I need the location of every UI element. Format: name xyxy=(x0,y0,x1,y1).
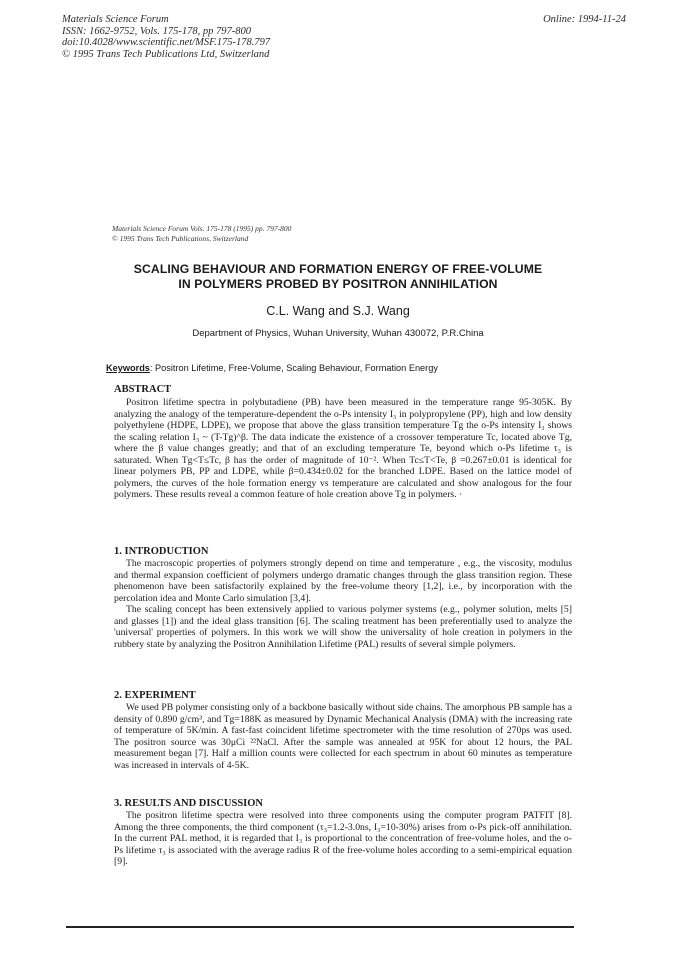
results-p1: The positron lifetime spectra were resolved into three components using the computer program PATFIT [8]. Among the three components, the third component (τ₃=1.2-3.0ns, I₃=10-30%) arises from o-Ps pick-off annihilation. In the current PAL method, it is regarded that I₃ is proportional to the concentration of free-volume holes, and the o-Ps lifetime τ₃ is associated with the average radius R of the free-volume holes according to a semi-empirical equation [9]. xyxy=(114,810,572,868)
issn-line: ISSN: 1662-9752, Vols. 175-178, pp 797-800 xyxy=(62,25,251,37)
journal-name: Materials Science Forum xyxy=(62,14,169,25)
copyright-line: © 1995 Trans Tech Publications Ltd, Switzerland xyxy=(62,48,270,60)
abstract-heading: ABSTRACT xyxy=(114,384,172,395)
abstract-section xyxy=(114,384,572,501)
journal-info xyxy=(62,14,382,60)
paper-title xyxy=(70,262,606,292)
introduction-heading: 1. INTRODUCTION xyxy=(114,546,209,557)
title-line2: IN POLYMERS PROBED BY POSITRON ANNIHILATION xyxy=(178,277,498,291)
experiment-p1: We used PB polymer consisting only of a backbone basically without side chains. The amorphous PB sample has a density of 0.890 g/cm³, and Tg=188K as measured by Dynamic Mechanical Analysis (DMA) with the increasing rate of temperature of 5K/min. A fast-fast coincident lifetime spectrometer with the time resolution of 270ps was used. The positron source was 30μCi ²²NaCl. After the sample was annealed at 95K for about 12 hours, the PAL measurement began [7]. Half a million counts were collected for each spectrum in about 60 minutes as temperature was increased in intervals of 4-5K. xyxy=(114,702,572,771)
experiment-body xyxy=(114,702,572,771)
doi-line[interactable]: doi:10.4028/www.scientific.net/MSF.175-178.797 xyxy=(62,37,271,48)
introduction-p1: The macroscopic properties of polymers strongly depend on time and temperature , e.g., the viscosity, modulus and thermal expansion coefficient of polymers undergo dramatic changes through the glass transition region. These phenomenon have been satisfactorily explained by the free-volume theory [1,2], i.e., by incorporation with the percolation idea and Monte Carlo simulation [3,4]. xyxy=(114,558,572,604)
results-section xyxy=(114,798,572,868)
scan-meta-line2: © 1995 Trans Tech Publications, Switzerland xyxy=(112,233,249,243)
experiment-section xyxy=(114,690,572,771)
keywords-label: Keywords xyxy=(106,363,150,373)
introduction-section xyxy=(114,546,572,650)
authors: C.L. Wang and S.J. Wang xyxy=(266,304,410,318)
abstract-body xyxy=(114,397,572,501)
introduction-body xyxy=(114,558,572,650)
experiment-heading: 2. EXPERIMENT xyxy=(114,690,196,701)
affiliation: Department of Physics, Wuhan University, Wuhan 430072, P.R.China xyxy=(192,328,484,339)
title-line1: SCALING BEHAVIOUR AND FORMATION ENERGY OF FREE-VOLUME xyxy=(133,262,543,276)
scan-meta-line1: Materials Science Forum Vols. 175-178 (1995) pp. 797-800 xyxy=(112,224,292,233)
online-date: Online: 1994-11-24 xyxy=(543,14,626,25)
keywords xyxy=(106,363,438,373)
results-heading: 3. RESULTS AND DISCUSSION xyxy=(114,798,263,809)
scan-meta xyxy=(112,224,432,243)
bottom-rule xyxy=(66,926,574,928)
introduction-p2: The scaling concept has been extensively applied to various polymer systems (e.g., polymer solution, melts [5] and glasses [1]) and the ideal glass transition [6]. The scaling treatment has been preferentially used to analyze the 'universal' properties of polymers. In this work we will show the universality of hole creation in polymers in the rubbery state by analyzing the Positron Annihilation Lifetime (PAL) results of several simple polymers. xyxy=(114,604,572,650)
results-body xyxy=(114,810,572,868)
keywords-text: : Positron Lifetime, Free-Volume, Scaling Behaviour, Formation Energy xyxy=(149,363,438,373)
abstract-text: Positron lifetime spectra in polybutadiene (PB) have been measured in the temperature range 95-305K. By analyzing the analogy of the temperature-dependent the o-Ps intensity I₃ in polypropylene (PP), high and low density polyethylene (HDPE, LDPE), we propose that above the glass transition temperature Tg the o-Ps intensity I₃ shows the scaling relation I₃ ~ (T-Tg)^β. The data indicate the existence of a crossover temperature Tc, located above Tg, where the β value changes greatly; and that of an excluding temperature Te, beyond which o-Ps lifetime τ₃ is saturated. When Tg<T≤Tc, β has the order of magnitude of 10⁻². When Tc≤T<Te, β =0.267±0.01 is identical for linear polymers PB, PP and LDPE, while β=0.434±0.02 for the branched LDPE. Based on the lattice model of polymers, the curves of the hole formation energy vs temperature are calculated and show analogous for the four polymers. These results reveal a common feature of hole creation above Tg in polymers. · xyxy=(114,397,572,501)
